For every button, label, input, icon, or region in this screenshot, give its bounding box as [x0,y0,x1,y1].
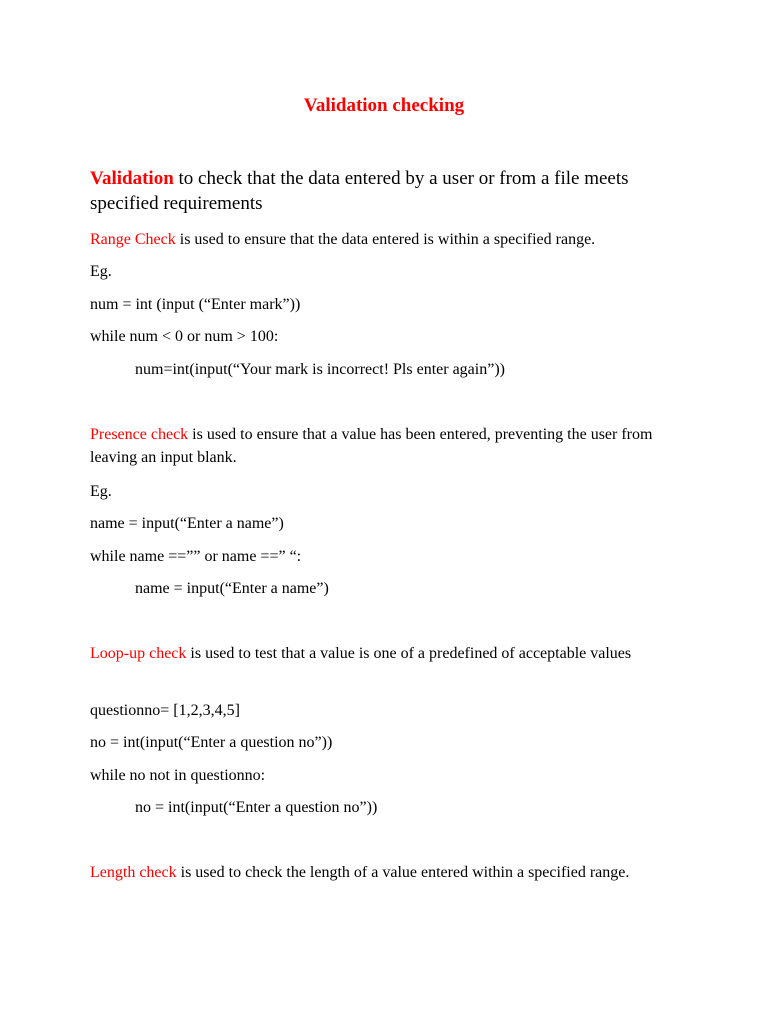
validation-definition [90,166,690,216]
presence-check-code-line-2: while name ==”” or name ==” “: [90,548,302,565]
lookup-check-code-line-1: questionno= [1,2,3,4,5] [90,702,240,719]
lookup-check-definition [90,642,650,665]
presence-check-definition [90,423,690,469]
length-check-text: is used to check the length of a value entered within a specified range. [176,864,630,881]
presence-check-text: is used to ensure that a value has been entered, preventing the user from leaving an input blank. [90,426,653,466]
range-check-code-line-3: num=int(input(“Your mark is incorrect! Pls enter again”)) [135,361,505,378]
range-check-term: Range Check [90,231,176,248]
range-check-eg: Eg. [90,263,112,280]
range-check-text: is used to ensure that the data entered is within a specified range. [175,231,596,248]
validation-term: Validation [90,168,174,189]
range-check-code-line-2: while num < 0 or num > 100: [90,328,279,345]
page-title: Validation checking [303,95,465,116]
presence-check-code-line-3: name = input(“Enter a name”) [135,580,329,597]
lookup-check-text: is used to test that a value is one of a predefined of acceptable values [186,645,632,662]
lookup-check-code-line-2: no = int(input(“Enter a question no”)) [90,734,333,751]
lookup-check-term: Loop-up check [90,645,187,662]
length-check-term: Length check [90,864,177,881]
range-check-definition [90,228,690,251]
presence-check-term: Presence check [90,426,189,443]
lookup-check-code-line-4: no = int(input(“Enter a question no”)) [135,799,378,816]
length-check-definition [90,861,650,884]
presence-check-code-line-1: name = input(“Enter a name”) [90,515,284,532]
range-check-code-line-1: num = int (input (“Enter mark”)) [90,296,301,313]
validation-definition-text: to check that the data entered by a user or from a file meets specified requirements [90,168,629,214]
lookup-check-code-line-3: while no not in questionno: [90,767,266,784]
presence-check-eg: Eg. [90,483,112,500]
